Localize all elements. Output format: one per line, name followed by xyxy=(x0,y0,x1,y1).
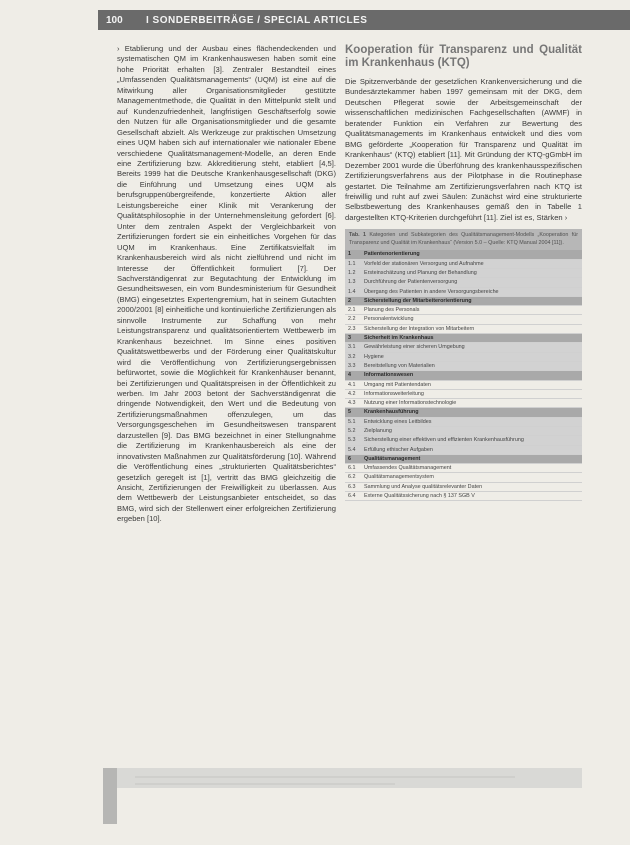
table-row xyxy=(345,446,582,455)
table-row xyxy=(345,464,582,473)
row-text: Qualitätsmanagement xyxy=(364,455,421,462)
row-number: 1.2 xyxy=(348,269,356,276)
table-row xyxy=(345,492,582,501)
running-header xyxy=(98,10,630,30)
footer-faint-line xyxy=(135,783,395,785)
row-number: 1.3 xyxy=(348,279,356,286)
row-text: Entwicklung eines Leitbildes xyxy=(364,418,432,425)
row-number: 6 xyxy=(348,455,351,462)
row-number: 4.1 xyxy=(348,381,356,388)
row-text: Übergang des Patienten in andere Versorgungsbereiche xyxy=(364,288,499,295)
row-text: Erfüllung ethischer Aufgaben xyxy=(364,446,433,453)
row-text: Umgang mit Patientendaten xyxy=(364,381,431,388)
row-number: 2.1 xyxy=(348,307,356,314)
left-text-column xyxy=(117,44,336,525)
row-number: 1.1 xyxy=(348,260,356,267)
table-row xyxy=(345,362,582,371)
table-category-row xyxy=(345,408,582,417)
row-text: Hygiene xyxy=(364,353,384,360)
row-number: 2.2 xyxy=(348,316,356,323)
row-number: 2 xyxy=(348,297,351,304)
row-text: Sammlung und Analyse qualitätsrelevanter Daten xyxy=(364,483,483,490)
row-text: Gewährleistung einer sicheren Umgebung xyxy=(364,344,465,351)
row-number: 3.3 xyxy=(348,362,356,369)
table-row xyxy=(345,427,582,436)
row-number: 4.3 xyxy=(348,400,356,407)
table-row xyxy=(345,483,582,492)
row-number: 5.3 xyxy=(348,437,356,444)
footer-faint-line xyxy=(135,776,515,778)
table-row xyxy=(345,269,582,278)
footer-tab-marker xyxy=(103,768,117,824)
table-caption-text: Kategorien und Subkategorien des Qualitätsmanagement-Modells „Kooperation für Transparenz und Qualität im Krankenhaus“ (Version 5.0 – Quelle: KTQ Manual 2004 [11]). xyxy=(349,232,579,246)
table-body xyxy=(345,250,582,501)
table-row xyxy=(345,390,582,399)
row-number: 5.4 xyxy=(348,446,356,453)
row-text: Zielplanung xyxy=(364,427,392,434)
ktq-criteria-table xyxy=(345,229,582,501)
row-text: Nutzung einer Informationstechnologie xyxy=(364,400,457,407)
table-row xyxy=(345,436,582,445)
row-number: 3 xyxy=(348,335,351,342)
section-header-title: I SONDERBEITRÄGE / SPECIAL ARTICLES xyxy=(146,14,368,26)
row-text: Sicherstellung einer effektiven und effizienten Krankenhausführung xyxy=(364,437,524,444)
row-text: Durchführung der Patientenversorgung xyxy=(364,279,458,286)
table-category-row xyxy=(345,455,582,464)
row-text: Informationswesen xyxy=(364,372,414,379)
table-row xyxy=(345,306,582,315)
row-text: Vorfeld der stationären Versorgung und Aufnahme xyxy=(364,260,484,267)
row-text: Krankenhausführung xyxy=(364,409,419,416)
right-column-paragraph: Die Spitzenverbände der gesetzlichen Krankenversicherung und die Bundesärztekammer haben 1997 gemeinsam mit der DKG, dem Deutschen Pflegerat sowie der Arbeitsgemeinschaft der wissenschaftlichen medizinischen Fachgesellschaften (AWMF) in beratender Funktion ein Verfahren zur Bewertung des Qualitätsmanagements im Krankenhaus entwickelt und dies vom BMG gefördertе „Kooperation für Transparenz und Qualität im Krankenhaus“ (KTQ) etabliert [11]. Mit Gründung der KTQ-gGmbH im Dezember 2001 wurde die Überführung des krankenhausspezifischen Zertifizierungsverfahrens aus der Pilotphase in die Routinephase gestartet. Die Teilnahme am Zertifizierungsverfahren nach KTQ ist freiwillig und ruht auf zwei Säulen: Zunächst wird eine strukturierte Selbstbewertung des Krankenhauses gemäß den in Tabelle 1 dargestellten KTQ-Kriterien durchgeführt [11]. Ziel ist es, Stärken › xyxy=(345,77,582,222)
row-text: Patientenorientierung xyxy=(364,251,420,258)
table-category-row xyxy=(345,250,582,259)
row-text: Bereitstellung von Materialien xyxy=(364,362,435,369)
table-category-row xyxy=(345,334,582,343)
table-category-row xyxy=(345,297,582,306)
row-number: 6.2 xyxy=(348,474,356,481)
row-number: 4 xyxy=(348,372,351,379)
table-row xyxy=(345,353,582,362)
row-text: Umfassendes Qualitätsmanagement xyxy=(364,465,452,472)
row-number: 5.1 xyxy=(348,418,356,425)
left-column-paragraph: › Etablierung und der Ausbau eines flächendeckenden und systematischen QM im Krankenhauswesen haben somit eine hohe Priorität erhalten [3]. Zentraler Bestandteil eines „Umfassenden Qualitätsmanagements“ (UQM) ist eine auf die Mitwirkung aller Organisationsmitglieder gestützte Managementmethode, die Qualität in den Mittelpunkt stellt und auf Kundenzufriedenheit, langfristigen Geschäftserfolg sowie den Nutzen für alle Organisationsmitglieder und die gesamte Gesellschaft abzielt. Als Werkzeuge zur praktischen Umsetzung eines UQM haben sich auf internationaler wie nationaler Ebene verschiedene Qualitätsmanagement-Modelle, an deren Ende eine Zertifizierung bzw. Akkreditierung steht, etabliert [4,5]. Bereits 1999 hat die Deutsche Krankenhausgesellschaft (DKG) die Einführung und Umsetzung eines UQM als berufsgruppenübergreifende, konzertierte Aktion aller Leistungsbereiche einer Klinik mit Verankerung der Qualitätsphilosophie in der Unternehmensleitung gefordert [6]. Unter dem zentralen Aspekt der Vergleichbarkeit von Zertifizierungen fordert sie ein einheitliches Vorgehen für das UQM im Krankenhaus. Eine Zertifikatsvielfalt im Krankenhausbereich wird als nicht zielführend und nicht im Interesse der Öffentlichkeit formuliert [7]. Der Sachverständigenrat zur Begutachtung der Entwicklung im Gesundheitswesen, ein vom Bundesministerium für Gesundheit (BMG) eingesetztes Expertengremium, hat in seinem Gutachten 2000/2001 [8] einheitliche und kontinuierliche Zertifizierungen als sinnvolle Instrumente zur Schaffung von mehr Leistungstransparenz und qualitätsorientiertem Wettbewerb im Krankenhaus bezeichnet. Im Sinne eines positiven Qualitätswettbewerbs und der Förderung einer Qualitätskultur wird die Veröffentlichung von Zertifizierungsergebnissen befürwortet, sowie die Möglichkeit für Krankenhäuser benannt, bei Zertifizierungen und Qualitätspreisen in der Öffentlichkeit zu werben. Im Jahr 2003 betont der Sachverständigenrat die dringende Notwendigkeit, den Wert und die Bedeutung von Zertifizierungsmaßnahmen offenzulegen, um das Versorgungsgeschehen im Gesundheitswesen transparent darzustellen [9]. Das BMG bezeichnet in einer Stellungnahme die Zertifizierung im Krankenhausbereich als eine der innovativsten Maßnahmen zur Qualitätsförderung [10]. Während die Veröffentlichung eines „strukturierten Qualitätsberichtes“ gesetzlich geregelt ist [1], vertritt das BMG gleichzeitig die Ansicht, Zertifizierungen der Freiwilligkeit zu überlassen. Aus dem Wettbewerb der Leistungsanbieter entscheidet, so das BMG, wird sich der Stellenwert einer erfolgreichen Zertifizierung ergeben [10]. xyxy=(117,44,336,524)
table-row xyxy=(345,260,582,269)
footer-band xyxy=(117,768,582,788)
row-text: Planung des Personals xyxy=(364,307,420,314)
row-number: 1 xyxy=(348,251,351,258)
row-number: 3.1 xyxy=(348,344,356,351)
page-number: 100 xyxy=(106,14,123,26)
right-text-column xyxy=(345,44,582,501)
table-row xyxy=(345,418,582,427)
table-caption xyxy=(345,229,582,250)
table-row xyxy=(345,315,582,324)
row-text: Sicherstellung der Mitarbeiterorientierung xyxy=(364,297,472,304)
row-text: Sicherstellung der Integration von Mitarbeitern xyxy=(364,325,475,332)
table-row xyxy=(345,288,582,297)
row-text: Informationsweiterleitung xyxy=(364,390,424,397)
row-number: 1.4 xyxy=(348,288,356,295)
row-number: 5.2 xyxy=(348,427,356,434)
row-text: Sicherheit im Krankenhaus xyxy=(364,335,434,342)
table-caption-label: Tab. 1 xyxy=(349,232,366,239)
table-row xyxy=(345,399,582,408)
row-text: Externe Qualitätssicherung nach § 137 SGB V xyxy=(364,493,475,500)
row-number: 6.4 xyxy=(348,493,356,500)
row-text: Personalentwicklung xyxy=(364,316,414,323)
table-row xyxy=(345,343,582,352)
row-text: Qualitätsmanagementsystem xyxy=(364,474,434,481)
section-heading: Kooperation für Transparenz und Qualität im Krankenhaus (KTQ) xyxy=(345,44,582,69)
table-row xyxy=(345,473,582,482)
row-number: 2.3 xyxy=(348,325,356,332)
row-number: 4.2 xyxy=(348,390,356,397)
table-category-row xyxy=(345,371,582,380)
row-number: 5 xyxy=(348,409,351,416)
row-number: 6.1 xyxy=(348,465,356,472)
table-row xyxy=(345,381,582,390)
row-text: Ersteinschätzung und Planung der Behandlung xyxy=(364,269,477,276)
row-number: 6.3 xyxy=(348,483,356,490)
table-row xyxy=(345,325,582,334)
table-row xyxy=(345,278,582,287)
row-number: 3.2 xyxy=(348,353,356,360)
